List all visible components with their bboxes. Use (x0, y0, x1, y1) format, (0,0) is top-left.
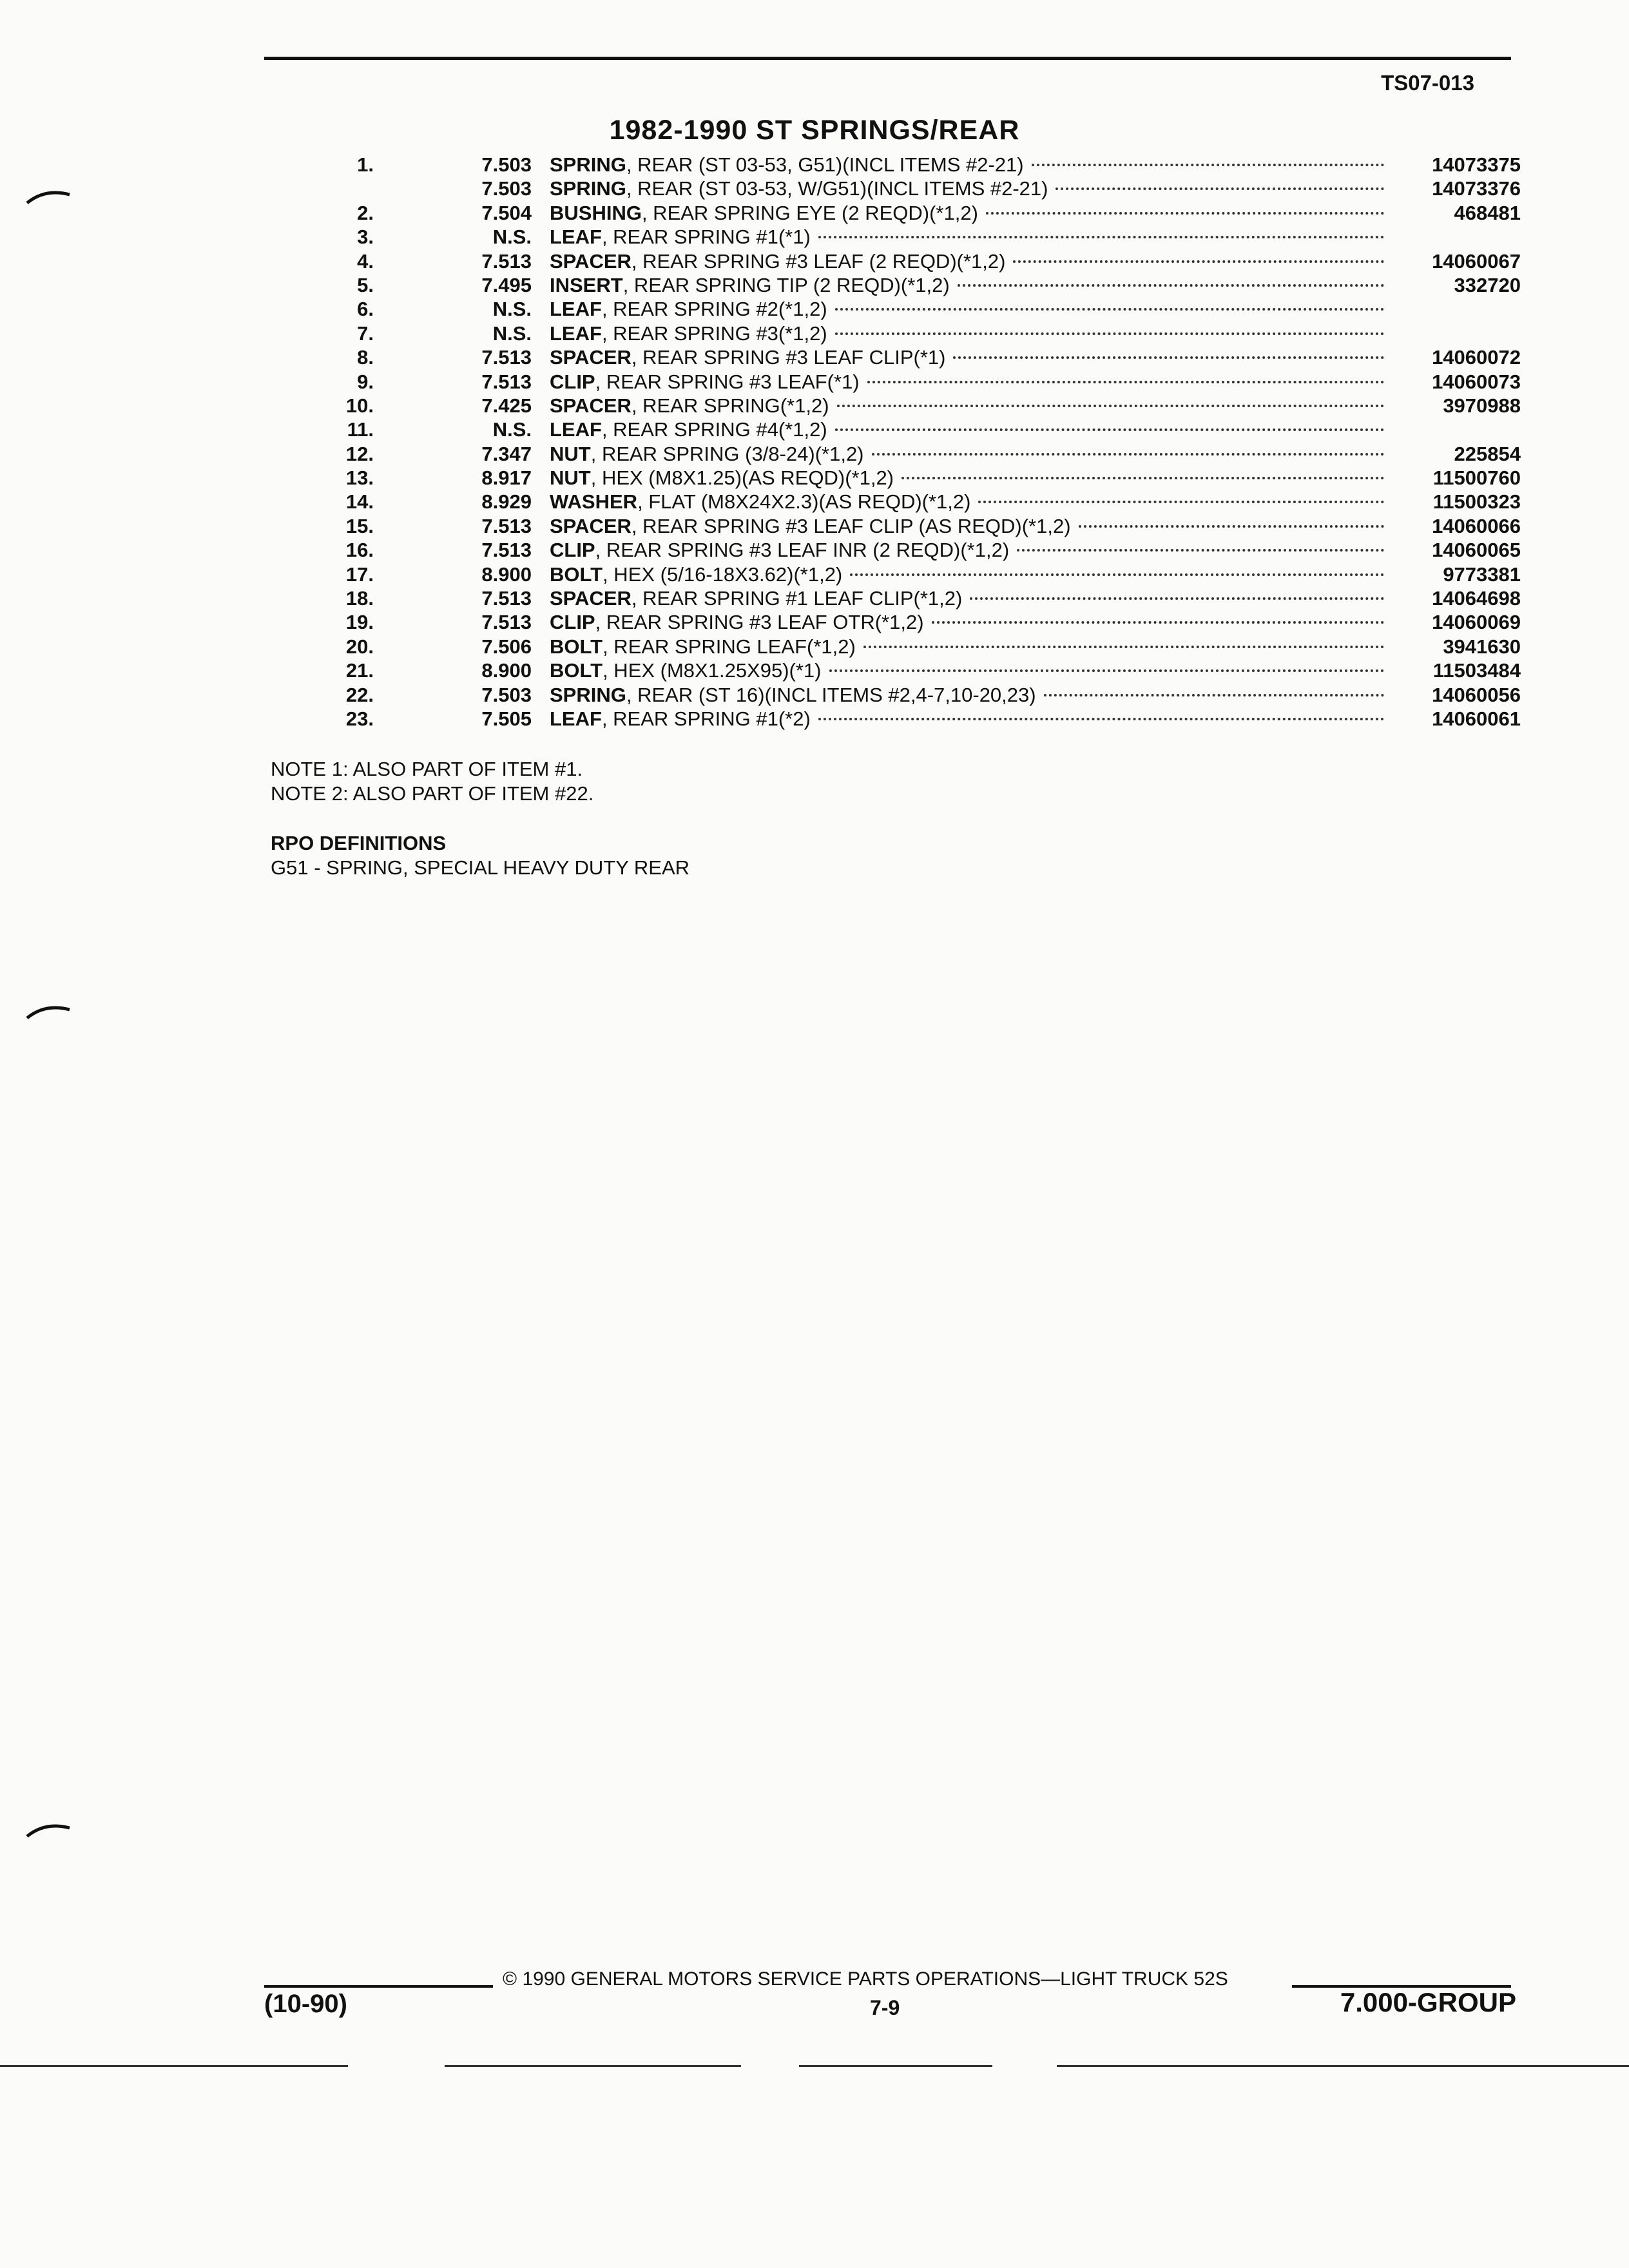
part-name: BOLT (550, 635, 603, 658)
item-number: 18. (345, 587, 374, 610)
part-name: NUT (550, 466, 591, 490)
item-number: 19. (345, 611, 374, 634)
part-detail: , HEX (M8X1.25X95)(*1) (602, 659, 822, 682)
dot-leader (986, 211, 1384, 215)
note-1: NOTE 1: ALSO PART OF ITEM #1. (271, 758, 583, 780)
part-detail: , REAR SPRING (3/8-24)(*1,2) (590, 442, 864, 465)
table-row (309, 370, 1521, 394)
part-description (550, 466, 1392, 490)
part-number: 14064698 (1432, 587, 1521, 610)
part-name: BOLT (550, 659, 603, 682)
part-description (550, 322, 1392, 345)
dot-leader (829, 669, 1385, 672)
dot-leader (1044, 693, 1384, 697)
dot-leader (867, 380, 1384, 383)
table-row (309, 443, 1521, 466)
dot-leader (978, 500, 1384, 503)
part-name: SPACER (550, 394, 631, 417)
part-name: SPRING (550, 683, 626, 706)
part-description (550, 443, 1392, 466)
part-name: SPACER (550, 346, 631, 369)
part-name: CLIP (550, 370, 595, 393)
part-number: 11500760 (1432, 466, 1521, 490)
part-description (550, 370, 1392, 394)
table-row (309, 298, 1521, 322)
dot-leader (835, 332, 1384, 335)
document-id: TS07-013 (1381, 71, 1474, 95)
dot-leader (1013, 260, 1384, 263)
part-detail: , REAR SPRING TIP (2 REQD)(*1,2) (622, 273, 950, 296)
bottom-edge-line (799, 2065, 992, 2067)
group-number: 7.506 (481, 635, 532, 658)
table-row (309, 466, 1521, 490)
dot-leader (958, 284, 1384, 287)
part-name: NUT (550, 442, 591, 465)
group-number: 7.513 (481, 249, 532, 273)
table-row (309, 563, 1521, 587)
group-number: N.S. (492, 418, 532, 441)
punch-mark-icon (26, 1002, 71, 1021)
part-detail: , REAR SPRING #3 LEAF OTR(*1,2) (595, 611, 924, 634)
part-detail: , REAR SPRING #1(*2) (601, 707, 811, 730)
part-name: SPRING (550, 153, 626, 176)
part-description (550, 153, 1392, 177)
part-number: 14060072 (1432, 346, 1521, 369)
table-row (309, 394, 1521, 418)
bottom-edge-line (445, 2065, 741, 2067)
group-number: 7.513 (481, 539, 532, 562)
part-description (550, 490, 1392, 514)
table-row (309, 418, 1521, 442)
group-number: 7.513 (481, 346, 532, 369)
table-row (309, 659, 1521, 683)
item-number: 16. (345, 539, 374, 562)
page-title: 1982-1990 ST SPRINGS/REAR (609, 115, 1020, 146)
dot-leader (835, 307, 1384, 311)
table-row (309, 707, 1521, 731)
item-number: 23. (345, 707, 374, 730)
part-detail: , REAR SPRING(*1,2) (631, 394, 829, 417)
group-number: 7.347 (481, 442, 532, 465)
note-2: NOTE 2: ALSO PART OF ITEM #22. (271, 782, 594, 805)
part-description (550, 226, 1392, 249)
part-detail: , HEX (5/16-18X3.62)(*1,2) (602, 562, 843, 586)
part-detail: , REAR SPRING #3 LEAF(*1) (595, 370, 860, 393)
dot-leader (835, 428, 1384, 431)
group-number: 7.503 (481, 683, 532, 706)
group-number: 7.503 (481, 153, 532, 176)
part-number: 14060073 (1432, 370, 1521, 393)
bottom-edge-line (1057, 2065, 1629, 2067)
part-detail: , HEX (M8X1.25)(AS REQD)(*1,2) (590, 466, 894, 490)
part-name: LEAF (550, 418, 602, 441)
dot-leader (1017, 548, 1384, 552)
part-name: CLIP (550, 539, 595, 562)
rpo-heading: RPO DEFINITIONS (271, 832, 447, 854)
part-detail: , REAR SPRING #4(*1,2) (601, 418, 827, 441)
page-number: 7-9 (870, 1996, 900, 2019)
part-description (550, 298, 1392, 321)
part-description (550, 202, 1392, 225)
item-number: 1. (357, 153, 374, 176)
dot-leader (1032, 163, 1384, 166)
part-name: WASHER (550, 490, 638, 514)
footer-copyright: © 1990 GENERAL MOTORS SERVICE PARTS OPERATIONS—LIGHT TRUCK 52S (503, 1968, 1228, 1990)
item-number: 22. (345, 683, 374, 706)
part-detail: , FLAT (M8X24X2.3)(AS REQD)(*1,2) (637, 490, 971, 514)
table-row (309, 153, 1521, 177)
table-row (309, 587, 1521, 611)
dot-leader (850, 573, 1384, 576)
part-name: INSERT (550, 273, 623, 296)
table-row (309, 322, 1521, 346)
part-number: 14073376 (1432, 177, 1521, 200)
dot-leader (872, 452, 1384, 456)
part-number: 14060056 (1432, 683, 1521, 706)
part-description (550, 707, 1392, 731)
part-description (550, 563, 1392, 586)
table-row (309, 202, 1521, 226)
part-description (550, 587, 1392, 610)
rpo-definition: G51 - SPRING, SPECIAL HEAVY DUTY REAR (271, 856, 690, 879)
item-number: 7. (357, 322, 374, 345)
footer-rule (264, 1985, 493, 1988)
part-detail: , REAR (ST 03-53, W/G51)(INCL ITEMS #2-21) (626, 177, 1048, 200)
dot-leader (1079, 524, 1384, 528)
bottom-edge-line (0, 2065, 348, 2067)
item-number: 4. (357, 249, 374, 273)
part-description (550, 611, 1392, 634)
part-number: 14060061 (1432, 707, 1521, 730)
part-description (550, 684, 1392, 707)
part-name: LEAF (550, 298, 602, 321)
part-description (550, 177, 1392, 200)
item-number: 12. (345, 442, 374, 465)
part-number: 11503484 (1432, 659, 1521, 682)
group-number: N.S. (492, 298, 532, 321)
group-number: 8.900 (481, 659, 532, 682)
group-number: 7.513 (481, 370, 532, 393)
punch-mark-icon (26, 187, 71, 206)
part-name: LEAF (550, 322, 602, 345)
part-detail: , REAR SPRING #3 LEAF CLIP(*1) (631, 346, 946, 369)
table-row (309, 490, 1521, 514)
part-number: 468481 (1454, 201, 1521, 224)
part-name: CLIP (550, 611, 595, 634)
part-description (550, 539, 1392, 562)
item-number: 15. (345, 514, 374, 537)
dot-leader (932, 620, 1384, 624)
part-name: SPACER (550, 249, 631, 273)
table-row (309, 177, 1521, 201)
item-number: 10. (345, 394, 374, 417)
group-number: N.S. (492, 226, 532, 249)
part-name: BOLT (550, 562, 603, 586)
item-number: 21. (345, 659, 374, 682)
group-number: 7.504 (481, 201, 532, 224)
item-number: 5. (357, 273, 374, 296)
table-row (309, 611, 1521, 635)
item-number: 3. (357, 226, 374, 249)
item-number: 14. (345, 490, 374, 514)
part-description (550, 394, 1392, 418)
part-detail: , REAR SPRING #3 LEAF (2 REQD)(*1,2) (631, 249, 1006, 273)
part-detail: , REAR (ST 03-53, G51)(INCL ITEMS #2-21) (626, 153, 1024, 176)
item-number: 9. (357, 370, 374, 393)
table-row (309, 274, 1521, 298)
item-number: 2. (357, 201, 374, 224)
part-description (550, 659, 1392, 682)
part-number: 9773381 (1443, 562, 1521, 586)
item-number: 8. (357, 346, 374, 369)
part-name: SPACER (550, 514, 631, 537)
part-number: 11500323 (1432, 490, 1521, 514)
rpo-definitions (271, 831, 689, 880)
part-description (550, 635, 1392, 658)
group-number: 8.900 (481, 562, 532, 586)
item-number: 20. (345, 635, 374, 658)
dot-leader (901, 476, 1384, 479)
group-number: 7.503 (481, 177, 532, 200)
table-row (309, 539, 1521, 562)
part-name: BUSHING (550, 201, 642, 224)
item-number: 17. (345, 562, 374, 586)
dot-leader (837, 404, 1384, 407)
part-number: 14060069 (1432, 611, 1521, 634)
parts-list (309, 153, 1521, 731)
group-number: 7.495 (481, 273, 532, 296)
notes (271, 757, 593, 806)
group-number: 8.917 (481, 466, 532, 490)
part-number: 332720 (1454, 273, 1521, 296)
table-row (309, 226, 1521, 249)
part-description (550, 274, 1392, 297)
dot-leader (818, 235, 1384, 238)
group-number: 8.929 (481, 490, 532, 514)
part-number: 14060067 (1432, 249, 1521, 273)
group-number: 7.513 (481, 514, 532, 537)
part-detail: , REAR SPRING #1(*1) (601, 226, 811, 249)
footer-date: (10-90) (264, 1990, 347, 2018)
part-name: LEAF (550, 226, 602, 249)
part-description (550, 346, 1392, 369)
table-row (309, 346, 1521, 370)
dot-leader (970, 597, 1384, 600)
table-row (309, 250, 1521, 274)
group-number: N.S. (492, 322, 532, 345)
group-number: 7.513 (481, 611, 532, 634)
part-detail: , REAR SPRING #2(*1,2) (601, 298, 827, 321)
part-detail: , REAR SPRING #3 LEAF CLIP (AS REQD)(*1,2) (631, 514, 1071, 537)
part-name: SPRING (550, 177, 626, 200)
part-number: 14060065 (1432, 539, 1521, 562)
part-description (550, 418, 1392, 441)
table-row (309, 684, 1521, 707)
group-number: 7.505 (481, 707, 532, 730)
dot-leader (953, 356, 1384, 359)
part-description (550, 515, 1392, 538)
part-name: LEAF (550, 707, 602, 730)
part-detail: , REAR SPRING #1 LEAF CLIP(*1,2) (631, 587, 963, 610)
part-number: 14060066 (1432, 514, 1521, 537)
part-number: 225854 (1454, 442, 1521, 465)
dot-leader (1055, 187, 1384, 190)
part-number: 14073375 (1432, 153, 1521, 176)
part-detail: , REAR SPRING LEAF(*1,2) (602, 635, 856, 658)
footer-group: 7.000-GROUP (1340, 1987, 1516, 2017)
item-number: 6. (357, 298, 374, 321)
part-detail: , REAR SPRING EYE (2 REQD)(*1,2) (641, 201, 978, 224)
part-detail: , REAR SPRING #3(*1,2) (601, 322, 827, 345)
top-rule (264, 57, 1511, 60)
group-number: 7.425 (481, 394, 532, 417)
group-number: 7.513 (481, 587, 532, 610)
part-name: SPACER (550, 587, 631, 610)
dot-leader (863, 645, 1384, 648)
part-detail: , REAR SPRING #3 LEAF INR (2 REQD)(*1,2) (595, 539, 1010, 562)
table-row (309, 515, 1521, 539)
part-number: 3941630 (1443, 635, 1521, 658)
item-number: 13. (345, 466, 374, 490)
part-detail: , REAR (ST 16)(INCL ITEMS #2,4-7,10-20,23) (626, 683, 1036, 706)
part-number: 3970988 (1443, 394, 1521, 417)
part-description (550, 250, 1392, 273)
punch-mark-icon (26, 1820, 71, 1840)
dot-leader (818, 717, 1384, 720)
table-row (309, 635, 1521, 659)
item-number: 11. (347, 418, 374, 441)
